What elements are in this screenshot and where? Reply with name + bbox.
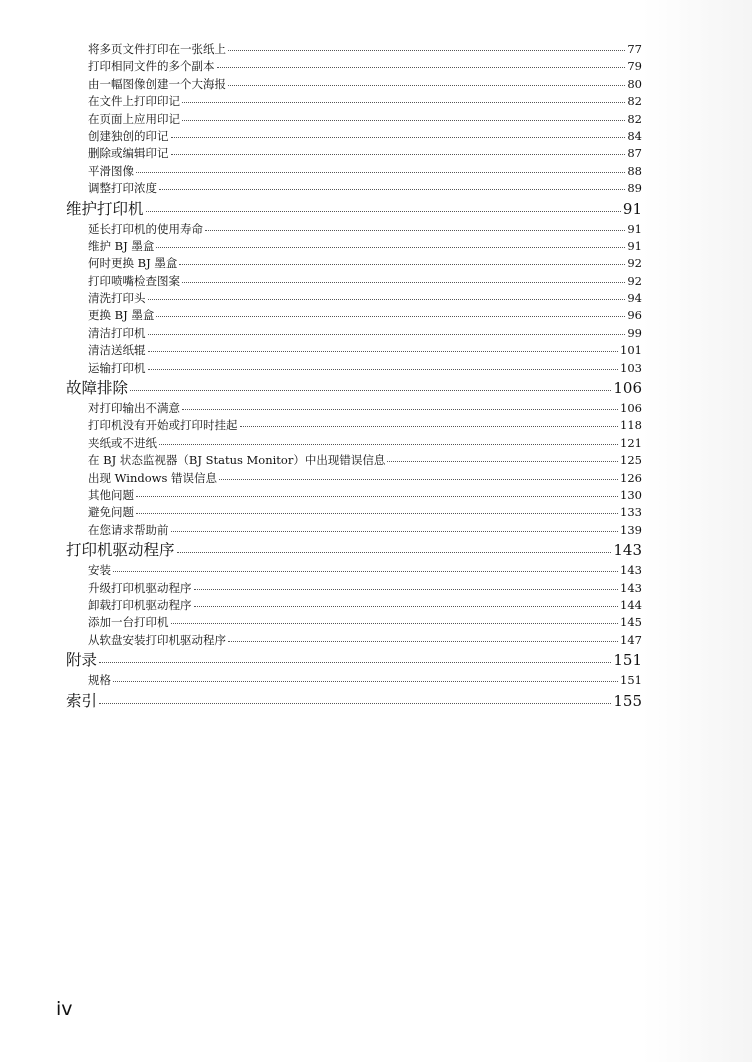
- toc-entry-page: 103: [620, 360, 642, 375]
- dot-leader: [113, 571, 618, 572]
- toc-section-entry: [66, 198, 642, 221]
- dot-leader: [205, 230, 625, 231]
- dot-leader: [177, 552, 612, 553]
- toc-entry-page: 79: [627, 59, 642, 74]
- toc-entry-page: 101: [620, 343, 642, 358]
- toc-entry-page: 94: [627, 291, 642, 306]
- toc-entry-page: 151: [620, 673, 642, 688]
- toc-entry-page: 82: [627, 111, 642, 126]
- toc-entry-page: 92: [627, 256, 642, 271]
- toc-entry: [66, 672, 642, 689]
- toc-entry-page: 139: [620, 522, 642, 537]
- toc-entry-title: 在 BJ 状态监视器（BJ Status Monitor）中出现错误信息: [88, 453, 386, 468]
- toc-section-entry: [66, 690, 642, 713]
- toc-entry-title: 在文件上打印印记: [88, 94, 180, 109]
- toc-entry-title: 打印喷嘴检查图案: [88, 273, 180, 288]
- toc-entry-title: 其他问题: [88, 487, 134, 502]
- dot-leader: [179, 264, 625, 265]
- toc-entry: [66, 111, 642, 128]
- toc-entry: [66, 504, 642, 521]
- dot-leader: [156, 247, 625, 248]
- toc-entry: [66, 325, 642, 342]
- toc-entry: [66, 614, 642, 631]
- toc-entry-title: 出现 Windows 错误信息: [88, 470, 218, 485]
- toc-entry: [66, 76, 642, 93]
- toc-entry: [66, 562, 642, 579]
- toc-entry-title: 规格: [88, 673, 111, 688]
- dot-leader: [148, 334, 626, 335]
- dot-leader: [228, 85, 625, 86]
- toc-entry-title: 调整打印浓度: [88, 181, 157, 196]
- toc-entry-page: 121: [620, 435, 642, 450]
- dot-leader: [219, 479, 618, 480]
- dot-leader: [171, 531, 619, 532]
- toc-entry-title: 删除或编辑印记: [88, 146, 169, 161]
- toc-entry-page: 80: [627, 76, 642, 91]
- toc-entry: [66, 400, 642, 417]
- toc-entry: [66, 487, 642, 504]
- dot-leader: [182, 282, 625, 283]
- toc-entry-title: 夹纸或不进纸: [88, 435, 157, 450]
- dot-leader: [136, 172, 625, 173]
- toc-entry-page: 91: [622, 199, 642, 218]
- dot-leader: [171, 623, 619, 624]
- toc-entry-page: 88: [627, 163, 642, 178]
- toc-entry-title: 在页面上应用印记: [88, 111, 180, 126]
- dot-leader: [217, 67, 626, 68]
- dot-leader: [194, 606, 619, 607]
- toc-entry-page: 125: [620, 453, 642, 468]
- toc-entry-page: 143: [613, 541, 642, 560]
- toc-entry: [66, 58, 642, 75]
- toc-entry: [66, 452, 642, 469]
- toc-entry-page: 84: [627, 128, 642, 143]
- toc-entry-page: 143: [620, 580, 642, 595]
- toc-entry: [66, 221, 642, 238]
- dot-leader: [182, 102, 625, 103]
- toc-entry-title: 打印机没有开始或打印时挂起: [88, 418, 238, 433]
- dot-leader: [387, 461, 618, 462]
- dot-leader: [228, 641, 618, 642]
- toc-entry: [66, 632, 642, 649]
- toc-entry-page: 96: [627, 308, 642, 323]
- toc-section-entry: [66, 649, 642, 672]
- toc-entry-page: 133: [620, 505, 642, 520]
- dot-leader: [148, 351, 619, 352]
- toc-entry-title: 对打印输出不满意: [88, 401, 180, 416]
- dot-leader: [156, 316, 625, 317]
- toc-entry-title: 从软盘安装打印机驱动程序: [88, 632, 226, 647]
- toc-entry-page: 144: [620, 597, 642, 612]
- toc-entry-title: 将多页文件打印在一张纸上: [88, 42, 226, 56]
- dot-leader: [194, 589, 619, 590]
- toc-entry-page: 82: [627, 94, 642, 109]
- toc-entry-page: 92: [627, 273, 642, 288]
- dot-leader: [148, 369, 619, 370]
- toc-entry-title: 平滑图像: [88, 163, 134, 178]
- toc-entry-title: 更换 BJ 墨盒: [88, 308, 155, 323]
- toc-entry: [66, 597, 642, 614]
- toc-entry-title: 打印机驱动程序: [66, 541, 175, 560]
- toc-entry-page: 143: [620, 563, 642, 578]
- dot-leader: [146, 211, 621, 212]
- toc-entry: [66, 522, 642, 539]
- toc-entry: [66, 41, 642, 58]
- toc-entry-title: 创建独创的印记: [88, 128, 169, 143]
- scan-shadow: [642, 0, 752, 1062]
- dot-leader: [130, 390, 611, 391]
- dot-leader: [136, 513, 618, 514]
- toc-entry-title: 卸载打印机驱动程序: [88, 597, 192, 612]
- toc-entry: [66, 145, 642, 162]
- dot-leader: [182, 409, 618, 410]
- toc-entry-page: 91: [627, 221, 642, 236]
- dot-leader: [171, 154, 626, 155]
- toc-entry: [66, 238, 642, 255]
- toc-entry-title: 在您请求帮助前: [88, 522, 169, 537]
- toc-entry: [66, 163, 642, 180]
- toc-entry: [66, 470, 642, 487]
- dot-leader: [148, 299, 626, 300]
- dot-leader: [240, 426, 619, 427]
- toc-entry-page: 118: [620, 418, 642, 433]
- toc-entry-page: 77: [627, 42, 642, 56]
- toc-entry-page: 147: [620, 632, 642, 647]
- toc-entry-page: 145: [620, 615, 642, 630]
- toc-section-entry: [66, 539, 642, 562]
- toc-entry-title: 清洁送纸辊: [88, 343, 146, 358]
- toc-entry: [66, 273, 642, 290]
- page-number: iv: [56, 998, 73, 1020]
- toc-section-entry: [66, 377, 642, 400]
- dot-leader: [99, 662, 611, 663]
- dot-leader: [159, 189, 625, 190]
- toc-entry-page: 126: [620, 470, 642, 485]
- toc-entry: [66, 255, 642, 272]
- toc-entry-page: 106: [620, 401, 642, 416]
- toc-entry-page: 106: [613, 379, 642, 398]
- toc-entry-title: 延长打印机的使用寿命: [88, 221, 203, 236]
- toc-entry-page: 91: [627, 238, 642, 253]
- toc-entry: [66, 342, 642, 359]
- toc-entry: [66, 580, 642, 597]
- toc-entry-title: 故障排除: [66, 379, 129, 398]
- toc-entry-title: 升级打印机驱动程序: [88, 580, 192, 595]
- toc-entry-page: 87: [627, 146, 642, 161]
- toc-entry-title: 打印相同文件的多个副本: [88, 59, 215, 74]
- toc-entry-page: 130: [620, 487, 642, 502]
- toc-entry: [66, 290, 642, 307]
- dot-leader: [99, 703, 611, 704]
- toc-entry: [66, 307, 642, 324]
- toc-entry-page: 89: [627, 181, 642, 196]
- toc-entry-title: 运输打印机: [88, 360, 146, 375]
- toc-entry-title: 由一幅图像创建一个大海报: [88, 76, 226, 91]
- toc-entry-title: 附录: [66, 651, 98, 670]
- toc-entry-page: 151: [613, 651, 642, 670]
- toc-entry: [66, 417, 642, 434]
- toc-entry: [66, 180, 642, 197]
- toc-entry-title: 添加一台打印机: [88, 615, 169, 630]
- toc-entry-title: 清洁打印机: [88, 325, 146, 340]
- toc-entry-title: 避免问题: [88, 505, 134, 520]
- toc-entry-title: 安装: [88, 563, 111, 578]
- toc-entry-title: 清洗打印头: [88, 291, 146, 306]
- toc-entry: [66, 360, 642, 377]
- dot-leader: [228, 50, 625, 51]
- dot-leader: [159, 444, 618, 445]
- toc-entry-page: 99: [627, 325, 642, 340]
- toc-entry-page: 155: [613, 691, 642, 710]
- dot-leader: [182, 120, 625, 121]
- toc-entry: [66, 93, 642, 110]
- toc-entry-title: 索引: [66, 691, 98, 710]
- toc-entry-title: 何时更换 BJ 墨盒: [88, 256, 178, 271]
- dot-leader: [171, 137, 626, 138]
- table-of-contents: [66, 41, 642, 713]
- toc-entry-title: 维护 BJ 墨盒: [88, 238, 155, 253]
- toc-entry-title: 维护打印机: [66, 199, 144, 218]
- toc-entry: [66, 128, 642, 145]
- toc-entry: [66, 435, 642, 452]
- dot-leader: [136, 496, 618, 497]
- dot-leader: [113, 681, 618, 682]
